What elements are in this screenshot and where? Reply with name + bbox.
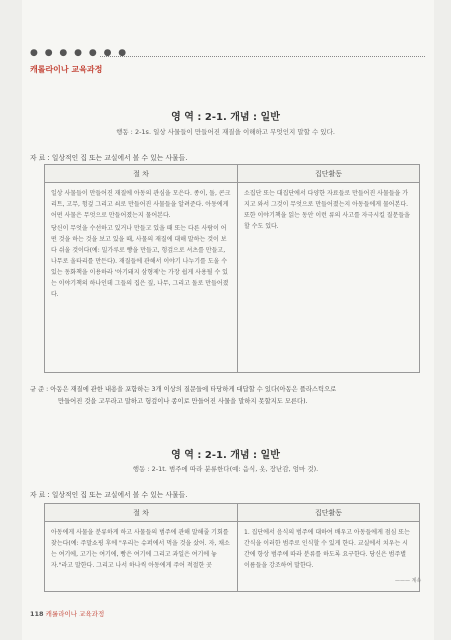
section1-title: 영 역 : 2-1. 개념 : 일반 (171, 112, 280, 123)
section1-procedure-cell (45, 183, 238, 373)
criterion-line: 만들어진 것을 고무라고 말하고 헝겊이나 종이로 만들어진 사물을 말하지 못할지도 모른다). (58, 398, 308, 405)
section1-col-procedure: 절 차 (45, 165, 238, 183)
section2-group-cell: 1. 집단에서 음식의 범주에 대하여 배우고 아동들에게 점심 또는 간식을 이러한 범주로 인식할 수 있게 한다. 교실에서 치우는 시간에 항상 범주에 따라 분류를 하도록 요구한다. 당신은 범주별 이름들을 강조하여 말한다. (238, 522, 420, 592)
section2-col-group: 집단활동 (238, 504, 420, 522)
continued-marker: ——— 계속 (395, 578, 422, 584)
section1-col-group: 집단활동 (238, 165, 420, 183)
header-dots: ● ● ● ● ● ● ● (30, 48, 129, 58)
section1-group-cell: 소집단 또는 대집단에서 다양한 자료들로 만들어진 사물들을 가지고 와서 그것이 무엇으로 만들어졌는지 아동들에게 물어본다. 또한 이야기책을 읽는 동안 이런 류의 사고를 자극시킬 질문들을 할 수도 있다. (238, 183, 420, 373)
section2-objective: 행동 : 2-1t. 범주에 따라 분류한다(예: 음식, 옷, 장난감, 엄마 것). (132, 465, 319, 473)
section1-proc-para: 일상 사물들이 만들어진 재질에 아동의 관심을 모은다. 종이, 돌, 콘크리트, 고무, 헝겊 그리고 쇠로 만들어진 사물들을 알려준다. 아동에게 어떤 사물은 무엇으로 만들어졌는지 물어본다. (51, 190, 231, 219)
section1-objective: 행동 : 2-1s. 일상 사물들이 만들어진 재질을 이해하고 무엇인지 말할 수 있다. (116, 128, 335, 136)
section1-criterion (30, 384, 420, 408)
footer-title: 캐롤라이나 교육과정 (45, 610, 105, 618)
section1-proc-para: 당신이 무엇을 수선하고 있거나 만들고 있을 때 또는 다른 사람이 어떤 것을 하는 것을 보고 있을 때, 사물의 재질에 대해 말하는 것이 보다 쉬울 것이다(예: 밀가루로 빵을 만들고, 헝겊으로 셔츠를 만들고, 나무로 울타리를 만든다). 재질들에 관해서 이야기 나누기를 도울 수 있는 동화책을 이용하라 '아기돼지 삼형제'는 가장 쉽게 사용될 수 있는 이야기책의 하나인데 그들의 집은 짚, 나무, 그리고 돌로 만들어졌다. (51, 225, 229, 298)
section2-title: 영 역 : 2-1. 개념 : 일반 (171, 450, 280, 461)
section2-table (44, 503, 420, 592)
section2-materials: 자 료 : 일상적인 집 또는 교실에서 볼 수 있는 사물들. (30, 491, 188, 499)
header-divider (100, 56, 425, 57)
criterion-line: 규 준 : 아동은 재질에 관한 내용을 포함하는 3개 이상의 질문들에 타당하게 대답할 수 있다(아동은 플라스틱으로 (30, 386, 337, 393)
section1-materials: 자 료 : 일상적인 집 또는 교실에서 볼 수 있는 사물들. (30, 154, 188, 162)
page-number: 118 (30, 610, 44, 618)
page-footer (30, 609, 104, 618)
header-title: 캐롤라이나 교육과정 (30, 65, 103, 74)
section1-table (44, 164, 420, 373)
section2-col-procedure: 절 차 (45, 504, 238, 522)
section2-procedure-cell: 아동에게 사물을 분류하게 하고 사물들의 범주에 관해 말해줄 기회를 찾는다(예: 주말쇼핑 후에 "우리는 슈퍼에서 먹을 것을 샀어. 자, 채소는 여기에, 고기는 여기에, 빵은 여기에 그리고 과일은 여기에 놓자."라고 말한다. 그리고 나서 하나씩 아동에게 주어 적절한 곳 (45, 522, 238, 592)
